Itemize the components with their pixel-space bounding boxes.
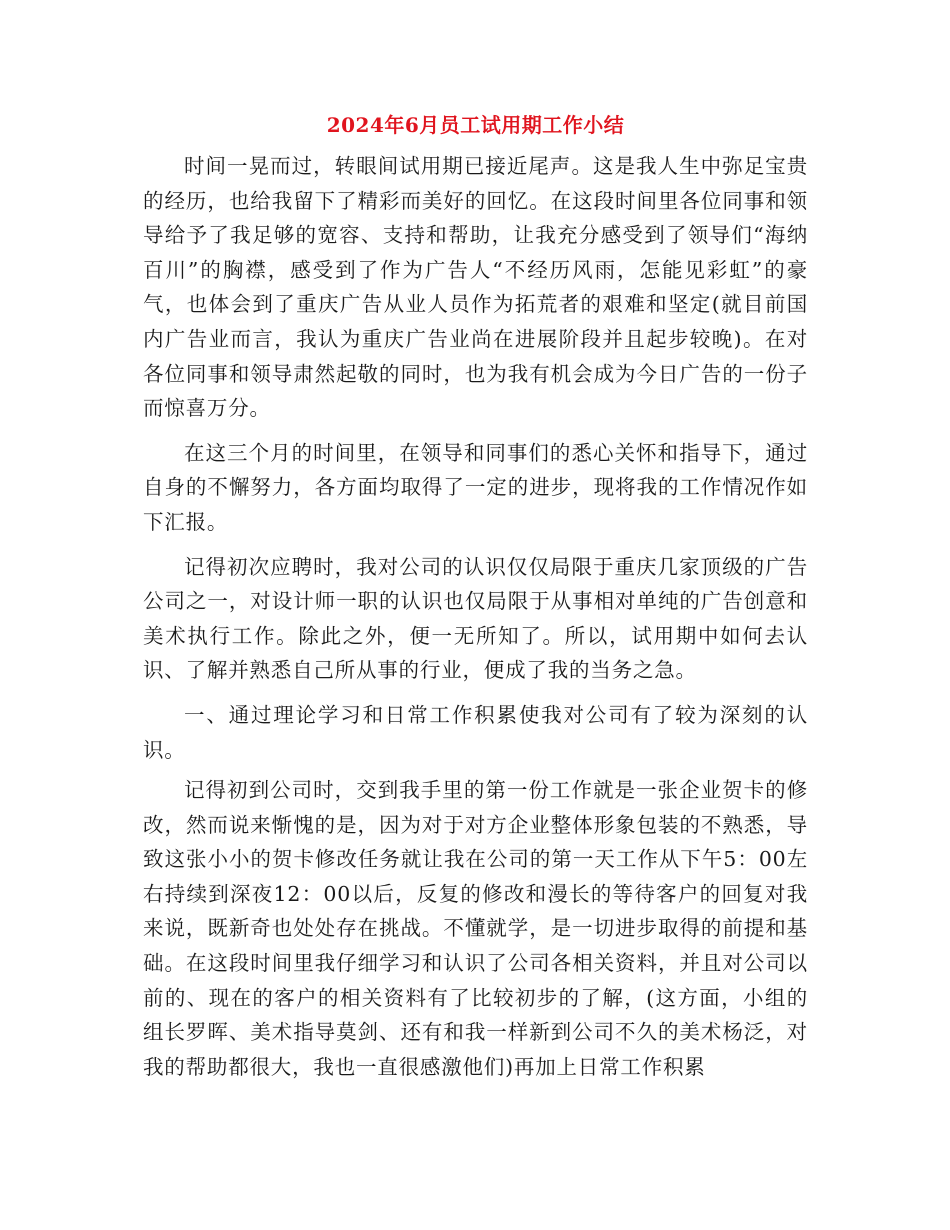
document-title: 2024年6月员工试用期工作小结 xyxy=(326,113,625,137)
paragraph-first-task: 记得初到公司时，交到我手里的第一份工作就是一张企业贺卡的修改，然而说来惭愧的是，因为对于对方企业整体形象包装的不熟悉，导致这张小小的贺卡修改任务就让我在公司的第一天工作从下午5：00左右持续到深夜12：00以后，反复的修改和漫长的等待客户的回复对我来说，既新奇也处处存在挑战。不懂就学，是一切进步取得的前提和基础。在这段时间里我仔细学习和认识了公司各相关资料，并且对公司以前的、现在的客户的相关资料有了比较初步的了解，(这方面，小组的组长罗晖、美术指导莫剑、还有和我一样新到公司不久的美术杨泛，对我的帮助都很大，我也一直很感激他们)再加上日常工作积累 xyxy=(143,778,808,1079)
paragraph-report-intro: 在这三个月的时间里，在领导和同事们的悉心关怀和指导下，通过自身的不懈努力，各方面均取得了一定的进步，现将我的工作情况作如下汇报。 xyxy=(143,440,808,534)
section-heading-1: 一、通过理论学习和日常工作积累使我对公司有了较为深刻的认识。 xyxy=(143,702,808,762)
document-page xyxy=(143,105,808,1084)
paragraph-intro: 时间一晃而过，转眼间试用期已接近尾声。这是我人生中弥足宝贵的经历，也给我留下了精彩而美好的回忆。在这段时间里各位同事和领导给予了我足够的宽容、支持和帮助，让我充分感受到了领导们“海纳百川”的胸襟，感受到了作为广告人“不经历风雨，怎能见彩虹”的豪气，也体会到了重庆广告从业人员作为拓荒者的艰难和坚定(就目前国内广告业而言，我认为重庆广告业尚在进展阶段并且起步较晚)。在对各位同事和领导肃然起敬的同时，也为我有机会成为今日广告的一份子而惊喜万分。 xyxy=(143,154,808,421)
paragraph-first-impression: 记得初次应聘时，我对公司的认识仅仅局限于重庆几家顶级的广告公司之一，对设计师一职的认识也仅局限于从事相对单纯的广告创意和美术执行工作。除此之外，便一无所知了。所以，试用期中如何去认识、了解并熟悉自己所从事的行业，便成了我的当务之急。 xyxy=(143,554,808,683)
